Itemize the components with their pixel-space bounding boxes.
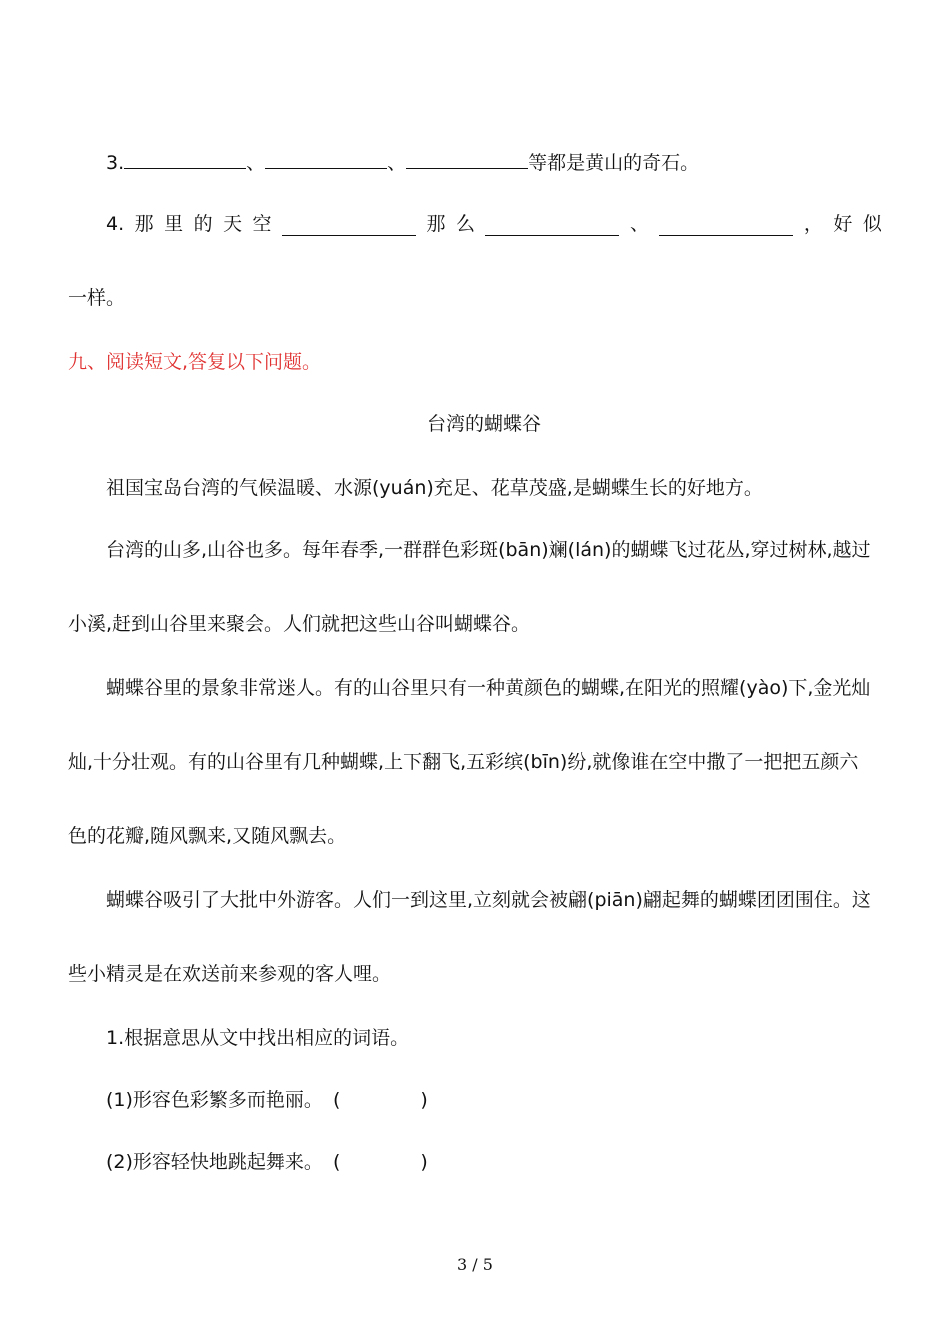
question-1-1-text: (1)形容色彩繁多而艳丽。 — [106, 1089, 323, 1111]
passage-paragraph-1: 祖国宝岛台湾的气候温暖、水源(yuán)充足、花草茂盛,是蝴蝶生长的好地方。 — [106, 477, 763, 499]
answer-blank[interactable] — [406, 150, 528, 169]
separator: 、 — [629, 213, 649, 235]
passage-paragraph-2-line-2: 小溪,赶到山谷里来聚会。人们就把这些山谷叫蝴蝶谷。 — [68, 613, 531, 635]
answer-paren-close: ) — [420, 1089, 428, 1111]
separator: 、 — [246, 152, 266, 174]
passage-paragraph-3-line-3: 色的花瓣,随风飘来,又随风飘去。 — [68, 825, 347, 847]
question-3-number: 3. — [106, 152, 125, 174]
question-4-number: 4. — [106, 213, 125, 235]
q4-char: 空 — [252, 213, 272, 235]
question-4-continuation: 一样。 — [68, 287, 126, 309]
q4-char: 的 — [193, 213, 213, 235]
passage-paragraph-2-line-1: 台湾的山多,山谷也多。每年春季,一群群色彩斑(bān)斓(lán)的蝴蝶飞过花丛,穿过树林,越过 — [106, 539, 871, 561]
question-1-2-text: (2)形容轻快地跳起舞来。 — [106, 1151, 323, 1173]
passage-paragraph-4-line-1: 蝴蝶谷吸引了大批中外游客。人们一到这里,立刻就会被翩(piān)翩起舞的蝴蝶团团围住。这 — [106, 889, 871, 911]
q4-char: 似 — [862, 213, 882, 235]
question-3 — [106, 150, 699, 175]
passage-paragraph-3-line-2: 灿,十分壮观。有的山谷里有几种蝴蝶,上下翻飞,五彩缤(bīn)纷,就像谁在空中撒了一把把五颜六 — [68, 751, 859, 773]
q4-char: 那 — [426, 213, 446, 235]
q4-char: ， — [803, 213, 823, 235]
answer-blank[interactable] — [659, 217, 793, 236]
question-4 — [106, 212, 882, 236]
passage-paragraph-3-line-1: 蝴蝶谷里的景象非常迷人。有的山谷里只有一种黄颜色的蝴蝶,在阳光的照耀(yào)下,金光灿 — [106, 677, 871, 699]
passage-title: 台湾的蝴蝶谷 — [426, 413, 541, 435]
q4-char: 么 — [455, 213, 475, 235]
separator: 、 — [387, 152, 407, 174]
question-3-text: 等都是黄山的奇石。 — [528, 152, 700, 174]
q4-char: 好 — [833, 213, 853, 235]
q4-char: 里 — [164, 213, 184, 235]
answer-paren-close: ) — [420, 1151, 428, 1173]
answer-paren-open: ( — [332, 1089, 341, 1111]
page-number: 3 / 5 — [457, 1255, 493, 1274]
q4-char: 那 — [134, 213, 154, 235]
answer-blank[interactable] — [265, 150, 387, 169]
question-1-2 — [106, 1150, 428, 1174]
passage-paragraph-4-line-2: 些小精灵是在欢送前来参观的客人哩。 — [68, 963, 392, 985]
answer-blank[interactable] — [485, 217, 619, 236]
question-1-1 — [106, 1088, 428, 1112]
q4-char: 天 — [223, 213, 243, 235]
answer-blank[interactable] — [282, 217, 416, 236]
answer-paren-open: ( — [332, 1151, 341, 1173]
question-1: 1.根据意思从文中找出相应的词语。 — [106, 1027, 410, 1049]
section-heading: 九、阅读短文,答复以下问题。 — [68, 351, 322, 373]
answer-blank[interactable] — [124, 150, 246, 169]
